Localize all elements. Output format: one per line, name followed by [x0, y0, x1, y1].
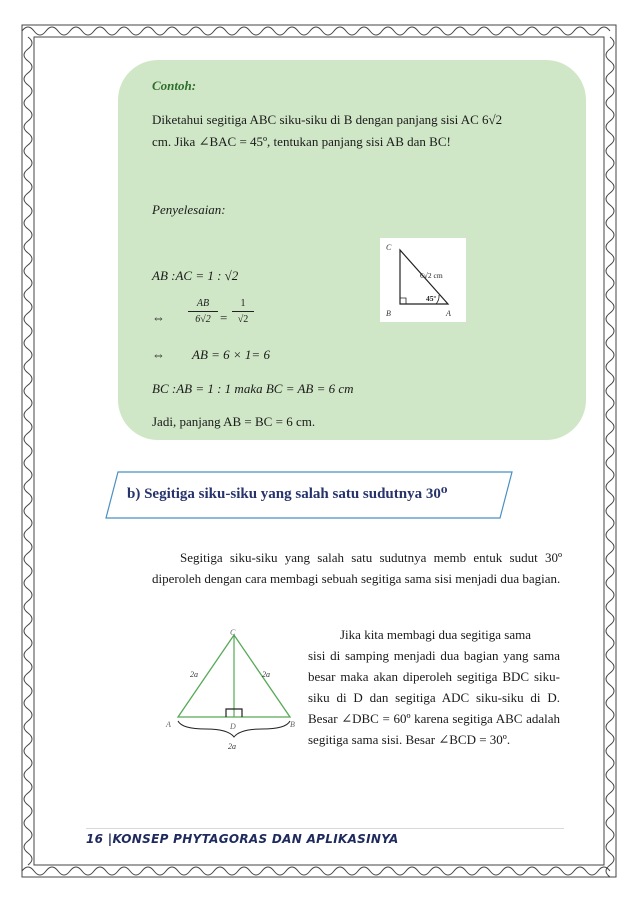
fig2-label-c: C [230, 628, 236, 637]
fig2-right-side: 2a [262, 670, 270, 679]
paragraph-1: Segitiga siku-siku yang salah satu sudutnya memb entuk sudut 30º diperoleh dengan cara membagi sebuah segitiga sama sisi menjadi dua bagian. [152, 550, 562, 586]
step-2-lhs-numerator: AB [196, 298, 210, 309]
paragraph-2-rest: sisi di samping menjadi dua bagian yang sama besar maka akan diperoleh segitiga BDC siku-siku di D dan segitiga ADC siku-siku di D. Besar ∠DBC = 60º karena segitiga ABC adalah segitiga sama sisi. Besar ∠BCD = 30º. [308, 648, 560, 747]
right-triangle-figure [380, 238, 466, 322]
step-2-rhs-denominator: √2 [237, 314, 249, 325]
footer-text: 16 |KONSEP PHYTAGORAS DAN APLIKASINYA [86, 832, 399, 846]
step-2-rhs-numerator: 1 [240, 298, 246, 309]
step-2-equals: = [220, 310, 228, 325]
fig2-left-side: 2a [190, 670, 198, 679]
equilateral-triangle-figure [162, 625, 304, 753]
fig1-label-b: B [386, 309, 391, 318]
fig1-side-label: 6√2 cm [420, 271, 443, 280]
step-3-symbol: ⇔ [152, 347, 165, 362]
fig2-label-a: A [166, 720, 171, 729]
problem-line-2: cm. Jika ∠BAC = 45º, tentukan panjang sisi AB dan BC! [152, 134, 451, 149]
fig2-label-b: B [290, 720, 295, 729]
conclusion: Jadi, panjang AB = BC = 6 cm. [152, 414, 316, 429]
step-2-lhs-denominator: 6√2 [195, 314, 211, 325]
step-3: AB = 6 × 1= 6 [192, 347, 270, 362]
fig2-base: 2a [228, 742, 236, 751]
problem-line-1: Diketahui segitiga ABC siku-siku di B dengan panjang sisi AC 6√2 [152, 112, 503, 127]
solution-title: Penyelesaian: [152, 202, 226, 217]
paragraph-2-line-1: Jika kita membagi dua segitiga sama [340, 627, 531, 642]
footer-divider [86, 828, 564, 829]
fig1-angle-label: 45º [426, 294, 436, 303]
step-4: BC :AB = 1 : 1 maka BC = AB = 6 cm [152, 381, 354, 396]
step-1: AB :AC = 1 : √2 [152, 268, 239, 283]
fig1-label-a: A [446, 309, 451, 318]
example-title: Contoh: [152, 78, 197, 93]
fig1-label-c: C [386, 243, 392, 252]
section-title: b) Segitiga siku-siku yang salah satu sudutnya 30⁰ [127, 486, 448, 502]
step-2-symbol: ⇔ [152, 310, 165, 325]
fig2-label-d: D [230, 722, 236, 731]
